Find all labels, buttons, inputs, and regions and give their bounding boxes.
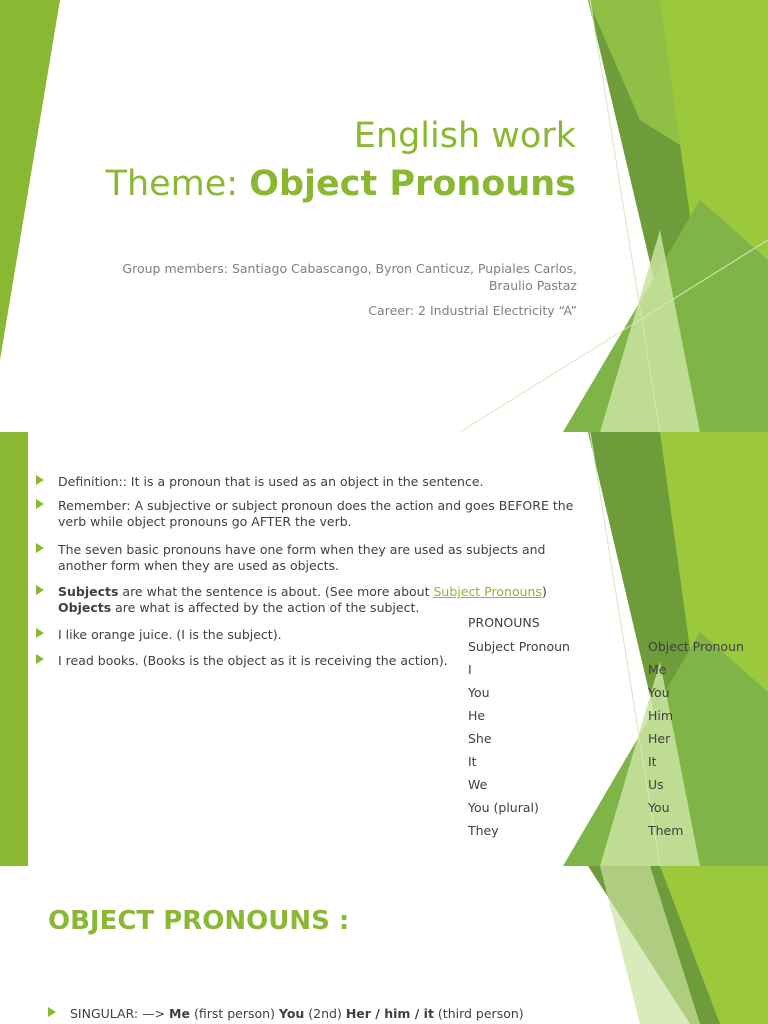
bullet-arrow-icon xyxy=(36,475,44,485)
bullet-arrow-icon xyxy=(36,654,44,664)
section-heading: OBJECT PRONOUNS : xyxy=(48,906,350,936)
bullet-text xyxy=(48,1006,568,1022)
objects-desc: are what is affected by the action of the subject. xyxy=(111,600,420,615)
object-pronouns-slide xyxy=(0,866,768,1024)
objects-label: Objects xyxy=(58,600,112,615)
bullet-text: I read books. (Books is the object as it is receiving the action). xyxy=(58,653,448,668)
table-cell: You xyxy=(648,685,670,700)
me-label: Me xyxy=(169,1006,190,1021)
subjects-label: Subjects xyxy=(58,584,119,599)
table-cell: Them xyxy=(648,823,684,838)
table-cell: They xyxy=(468,823,499,838)
third-person: (third person) xyxy=(433,1006,524,1021)
bullet-singular xyxy=(48,1006,568,1022)
table-caption: PRONOUNS xyxy=(468,615,540,630)
group-members xyxy=(122,260,577,294)
table-cell: You xyxy=(468,685,490,700)
paren-close: ) xyxy=(541,584,547,599)
singular-prefix: SINGULAR: —> xyxy=(70,1006,170,1021)
bullet-arrow-icon xyxy=(36,585,44,595)
table-cell: She xyxy=(468,731,492,746)
table-cell: I xyxy=(468,662,472,677)
definition-slide xyxy=(0,432,768,866)
left-green-shape xyxy=(0,0,60,360)
left-green-bar xyxy=(0,432,28,866)
bullet-text: I like orange juice. (I is the subject). xyxy=(58,627,282,642)
bullet-text xyxy=(36,584,576,616)
bullet-arrow-icon xyxy=(48,1007,56,1017)
title-line-1: English work xyxy=(353,116,576,156)
subject-pronouns-link[interactable]: Subject Pronouns xyxy=(433,584,542,599)
title-slide-decoration xyxy=(0,0,768,432)
object-slide-decoration xyxy=(0,866,768,1024)
table-cell: He xyxy=(468,708,486,723)
title-bold: Object Pronouns xyxy=(249,164,576,204)
bullet-text: Remember: A subjective or subject pronoun does the action and goes BEFORE the verb while object pronouns go AFTER the verb. xyxy=(58,498,574,529)
bullet-arrow-icon xyxy=(36,628,44,638)
you-label: You xyxy=(278,1006,305,1021)
first-person: (first person) xyxy=(189,1006,279,1021)
table-cell: Him xyxy=(648,708,674,723)
table-cell: It xyxy=(648,754,657,769)
her-him-it-label: Her / him / it xyxy=(345,1006,434,1021)
table-cell: It xyxy=(468,754,477,769)
slide-title xyxy=(106,112,576,208)
second-person: (2nd) xyxy=(304,1006,346,1021)
bullet-text: Definition:: It is a pronoun that is used as an object in the sentence. xyxy=(58,474,484,489)
table-cell: You (plural) xyxy=(468,800,539,815)
bullet-arrow-icon xyxy=(36,499,44,509)
table-cell: Me xyxy=(648,662,667,677)
bullet-subjects-objects xyxy=(36,584,576,616)
members-line-1: Group members: Santiago Cabascango, Byron Canticuz, Pupiales Carlos, xyxy=(122,261,577,276)
title-slide xyxy=(0,0,768,432)
bullet-remember xyxy=(36,498,576,530)
bullet-definition xyxy=(36,474,576,490)
title-line-2 xyxy=(106,160,576,208)
table-cell: Her xyxy=(648,731,671,746)
members-line-2: Braulio Pastaz xyxy=(488,278,577,293)
bullet-text: The seven basic pronouns have one form when they are used as subjects and another form when they are used as objects. xyxy=(58,542,546,573)
header-object-pronoun: Object Pronoun xyxy=(648,639,744,654)
table-cell: You xyxy=(648,800,670,815)
bullet-example-2 xyxy=(36,653,576,669)
table-cell: We xyxy=(468,777,488,792)
career-text: Career: 2 Industrial Electricity “A” xyxy=(368,303,577,318)
bullet-arrow-icon xyxy=(36,543,44,553)
header-subject-pronoun: Subject Pronoun xyxy=(468,639,570,654)
table-cell: Us xyxy=(648,777,664,792)
subjects-desc: are what the sentence is about. (See more about xyxy=(118,584,434,599)
title-prefix: Theme: xyxy=(105,164,250,204)
bullet-seven-pronouns xyxy=(36,542,576,574)
